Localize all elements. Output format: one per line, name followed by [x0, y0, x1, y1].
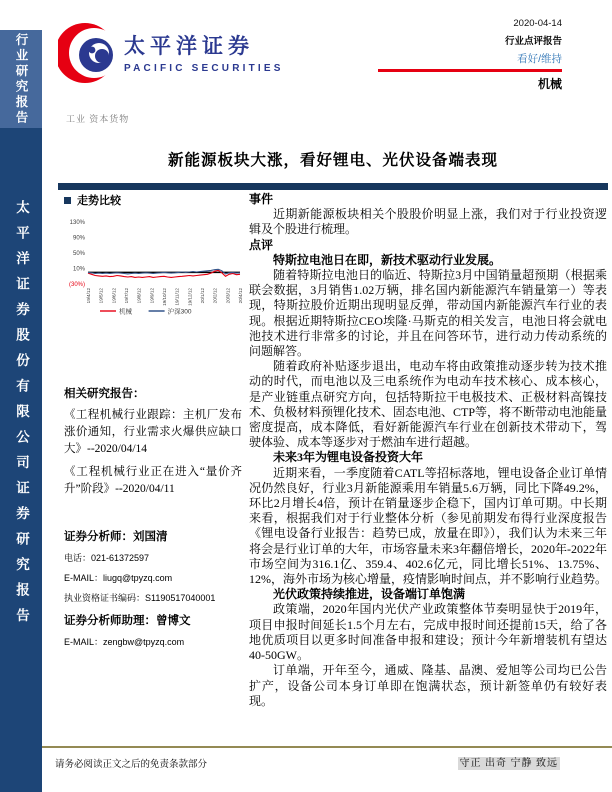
svg-text:20/4/12: 20/4/12 — [238, 288, 243, 304]
comment-heading: 点评 — [249, 237, 274, 252]
svg-text:19/7/12: 19/7/12 — [124, 288, 129, 304]
svg-text:沪深300: 沪深300 — [167, 308, 192, 316]
event-paragraph: 近期新能源板块相关个股股价明显上涨，我们对于行业投资逻辑及个股进行梳理。 — [249, 207, 607, 237]
svg-text:(30%): (30%) — [68, 282, 85, 288]
report-type: 行业点评报告 — [504, 36, 562, 47]
disclaimer-note: 请务必阅读正文之后的免责条款部分 — [55, 760, 208, 770]
subsection-heading-lithium: 未来3年为锂电设备投资大年 — [273, 450, 424, 465]
sidebar-report-type-banner — [0, 30, 42, 128]
header-red-divider — [378, 69, 562, 72]
sector-breadcrumb: 工业 资本货物 — [66, 114, 130, 124]
industry-name: 机械 — [537, 77, 562, 91]
svg-text:130%: 130% — [69, 220, 85, 226]
analyst-email: E-MAIL：liugq@tpyzq.com — [64, 573, 173, 583]
company-motto — [400, 754, 560, 769]
svg-text:19/6/12: 19/6/12 — [111, 288, 117, 304]
trend-chart-svg — [64, 218, 246, 318]
svg-text:19/10/12: 19/10/12 — [162, 288, 167, 306]
sidebar-report-type-label: 行业研究报告 — [14, 32, 28, 126]
left-column — [64, 192, 242, 656]
body-paragraph: 随着政府补贴逐步退出，电动车将由政策推动逐步转为技术推动的时代，而电池以及三电系统作为电动车技术核心、成本核心，是产业链重点研究方向，包括特斯拉干电极技术、正极材料高镍技术、负极材料预锂化技术、固态电池、CTP等，将不断带动电池能量密度提高，成本降低，看好新能源汽车行业在创新技术带动下，驾驶体验、成本等逐步对于燃油车进行超越。 — [249, 359, 608, 450]
svg-text:19/5/12: 19/5/12 — [98, 288, 104, 304]
event-heading: 事件 — [249, 192, 274, 206]
sidebar-company-label: 太平洋证券股份有限公司证券研究报告 — [14, 200, 29, 634]
subsection-heading-tesla: 特斯拉电池日在即，新技术驱动行业发展。 — [273, 252, 502, 267]
assistant-heading: 证券分析师助理：曾博文 — [64, 615, 191, 627]
square-bullet-icon — [64, 197, 71, 204]
report-body — [249, 192, 607, 709]
related-report-item: 《工程机械行业正在进入“量价齐升”阶段》--2020/04/11 — [64, 466, 242, 495]
svg-text:19/11/12: 19/11/12 — [174, 288, 180, 306]
report-title: 新能源板块大涨，看好锂电、光伏设备端表现 — [167, 152, 498, 169]
header-meta-block — [352, 18, 562, 66]
trend-section-header — [64, 192, 242, 208]
body-paragraph: 政策端，2020年国内光伏产业政策整体节奏明显快于2019年，项目申报时间延长1.5个月左右，完成申报时间还提前15天，给了各地优质项目以更多时间准备申报和建设；预计今年新增装机有望达40-50GW。 — [249, 602, 607, 663]
body-paragraph: 订单端，开年至今，通威、隆基、晶澳、爱旭等公司均已公告扩产，设备公司本身订单即在饱满状态，预计新签单仍有较好表现。 — [249, 663, 607, 708]
analyst-cert-number: 执业资格证书编码：S1190517040001 — [64, 593, 216, 603]
svg-text:20/3/12: 20/3/12 — [225, 288, 231, 304]
svg-text:20/2/12: 20/2/12 — [212, 288, 218, 304]
related-reports-heading: 相关研究报告： — [64, 388, 145, 400]
svg-text:90%: 90% — [72, 235, 85, 242]
analyst-phone: 电话：021-61372597 — [64, 553, 150, 563]
svg-text:机械: 机械 — [119, 308, 132, 316]
assistant-email: E-MAIL：zengbw@tpyzq.com — [64, 637, 185, 647]
related-report-item: 《工程机械行业跟踪：主机厂发布涨价通知，行业需求火爆供应缺口大》--2020/04/14 — [64, 409, 242, 455]
svg-text:50%: 50% — [72, 251, 85, 257]
footer-divider-line — [42, 746, 612, 748]
subsection-heading-pv: 光伏政策持续推进，设备端订单饱满 — [273, 587, 466, 602]
analyst-block — [64, 528, 242, 648]
analyst-heading: 证券分析师：刘国清 — [64, 531, 168, 543]
report-date: 2020-04-14 — [513, 18, 562, 29]
related-reports-block — [64, 385, 242, 498]
svg-text:19/12/12: 19/12/12 — [187, 288, 193, 306]
body-paragraph: 随着特斯拉电池日的临近、特斯拉3月中国销量超预期（根据乘联会数据，3月销售1.02万辆，排名国内新能源汽车销量第一）等表现，特斯拉股价近期出现明显反弹，带动国内新能源汽车行业的表现。根据近期特斯拉CEO埃隆·马斯克的相关发言，电池日将会就电池技术进行非常多的讨论，并且在问答环节，进行动力传动系统的问题解答。 — [249, 268, 607, 359]
svg-text:10%: 10% — [72, 266, 85, 273]
trend-comparison-chart — [64, 218, 242, 323]
logo-company-name: 太平洋证券 — [124, 35, 254, 58]
company-motto-text: 守正 出奇 宁静 致远 — [459, 758, 558, 769]
logo-text-block — [124, 30, 314, 74]
svg-text:19/8/12: 19/8/12 — [136, 288, 142, 304]
logo-company-name-en: PACIFIC SECURITIES — [124, 63, 284, 74]
svg-text:19/4/12: 19/4/12 — [86, 288, 91, 304]
pacific-securities-logo-icon — [58, 20, 120, 91]
svg-text:19/9/12: 19/9/12 — [149, 288, 155, 304]
industry-rating: 看好/维持 — [517, 53, 562, 65]
title-divider-bar — [58, 183, 608, 190]
svg-text:20/1/12: 20/1/12 — [200, 288, 205, 304]
body-paragraph: 近期来看，一季度随着CATL等招标落地，锂电设备企业订单情况仍然良好，行业3月新能源乘用车销量5.6万辆，同比下降49.2%，环比2月增长4倍，预计在销量逐步企稳下，国内订单可期。中长期来看，根据我们对于行业整体分析（参见前期发布得行业深度报告《锂电设备行业报告：趋势已成，放量在即》），我们认为未来三年将会是行业订单的大年，市场容量未来3年翻倍增长，2020年-2022年市场空间为316.1亿、359.4、402.6亿元，同比增长51%、13.75%、12%，海外市场为核心增量，疫情影响时间点，并不影响行业趋势。 — [249, 465, 607, 587]
sidebar-company-banner — [0, 128, 42, 792]
trend-section-label: 走势比较 — [77, 195, 121, 207]
